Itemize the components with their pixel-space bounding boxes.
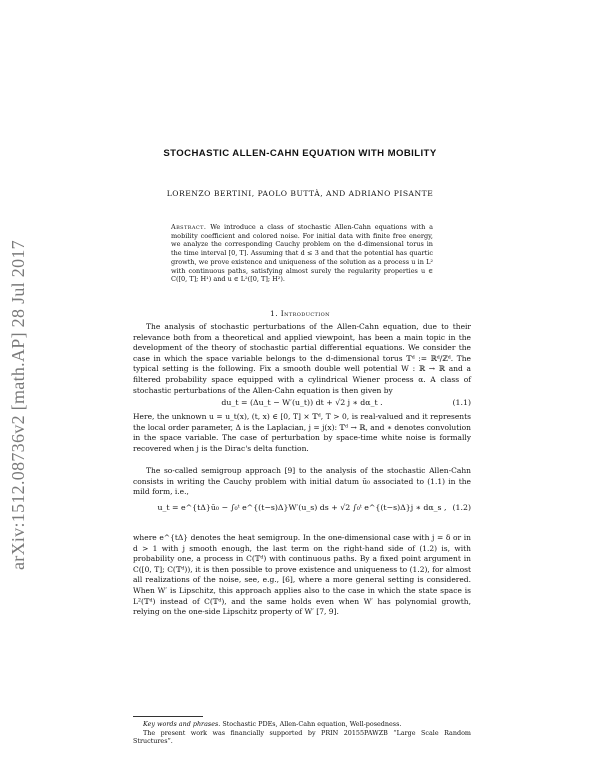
keywords-text: Stochastic PDEs, Allen-Cahn equation, Well-posedness.: [222, 720, 402, 728]
paragraph-text: The analysis of stochastic perturbations of the Allen-Cahn equation, due to their relevance both from a theoretical and applied viewpoint, has been a main topic in the development of the theory of stochastic partial differential equations. We consider the case in which the space variable belongs to the d-dimensional torus 𝕋ᵈ := ℝᵈ/ℤᵈ. The typical setting is the following. Fix a smooth double well potential W : ℝ → ℝ and a filtered probability space equipped with a cylindrical Wiener process α. A class of stochastic perturbations of the Allen-Cahn equation is then given by: [133, 322, 471, 395]
author-list: LORENZO BERTINI, PAOLO BUTTÀ, AND ADRIANO PISANTE: [166, 189, 434, 198]
equation-body: u_t = e^{tΔ}ū₀ − ∫₀ᵗ e^{(t−s)Δ}W′(u_s) ds + √2 ∫₀ᵗ e^{(t−s)Δ}j ∗ dα_s ,: [157, 503, 447, 512]
abstract-label: Abstract.: [171, 223, 207, 231]
funding-footnote: The present work was financially supported by PRIN 20155PAWZB “Large Scale Random Structures”.: [133, 728, 471, 746]
footnotes: [133, 720, 471, 746]
intro-paragraph-2: [133, 412, 471, 454]
abstract-text: We introduce a class of stochastic Allen-Cahn equations with a mobility coefficient and colored noise. For initial data with finite free energy, we analyze the corresponding Cauchy problem on the d-dimensional torus in the time interval [0, T]. Assuming that d ≤ 3 and that the potential has quartic growth, we prove existence and uniqueness of the solution as a process u in L² with continuous paths, satisfying almost surely the regularity properties u ∈ C([0, T]; H¹) and u ∈ L²([0, T]; H²).: [171, 223, 433, 284]
paragraph-text: Here, the unknown u = u_t(x), (t, x) ∈ [0, T] × 𝕋ᵈ, T > 0, is real-valued and it represents the local order parameter, Δ is the Laplacian, j = j(x): 𝕋ᵈ → ℝ, and ∗ denotes convolution in the space variable. The case of perturbation by space-time white noise is formally recovered when j is the Dirac's delta function.: [133, 412, 471, 453]
paragraph-text: where e^{tΔ} denotes the heat semigroup. In the one-dimensional case with j = δ or in d > 1 with j smooth enough, the last term on the right-hand side of (1.2) is, with probability one, a process in C(𝕋ᵈ) with continuous paths. By a fixed point argument in C([0, T]; C(𝕋ᵈ)), it is then possible to prove existence and uniqueness to (1.2), for almost all realizations of the noise, see, e.g., [6], where a more general setting is considered. When W′ is Lipschitz, this approach applies also to the case in which the state space is L²(𝕋ᵈ) instead of C(𝕋ᵈ), and the same holds even when W′ has polynomial growth, relying on the one-side Lipschitz property of W′ [7, 9].: [133, 533, 471, 617]
paper-title: STOCHASTIC ALLEN-CAHN EQUATION WITH MOBILITY: [163, 148, 437, 159]
equation-body: du_t = (Δu_t − W′(u_t)) dt + √2 j ∗ dα_t .: [221, 398, 383, 407]
section-heading: 1. Introduction: [270, 309, 330, 318]
keywords-footnote: [133, 720, 471, 729]
arxiv-identifier: arXiv:1512.08736v2 [math.AP] 28 Jul 2017: [8, 240, 28, 570]
intro-paragraph-4: [133, 533, 471, 618]
equation-number: (1.2): [452, 503, 471, 512]
footnote-divider: [133, 716, 203, 717]
intro-paragraph-1: [133, 322, 471, 396]
abstract: [171, 223, 433, 284]
intro-paragraph-3: [133, 466, 471, 498]
keywords-label: Key words and phrases.: [143, 720, 221, 728]
equation-number: (1.1): [452, 398, 471, 407]
paragraph-text: The so-called semigroup approach [9] to the analysis of the stochastic Allen-Cahn consists in writing the Cauchy problem with initial datum ū₀ associated to (1.1) in the mild form, i.e.,: [133, 466, 471, 497]
